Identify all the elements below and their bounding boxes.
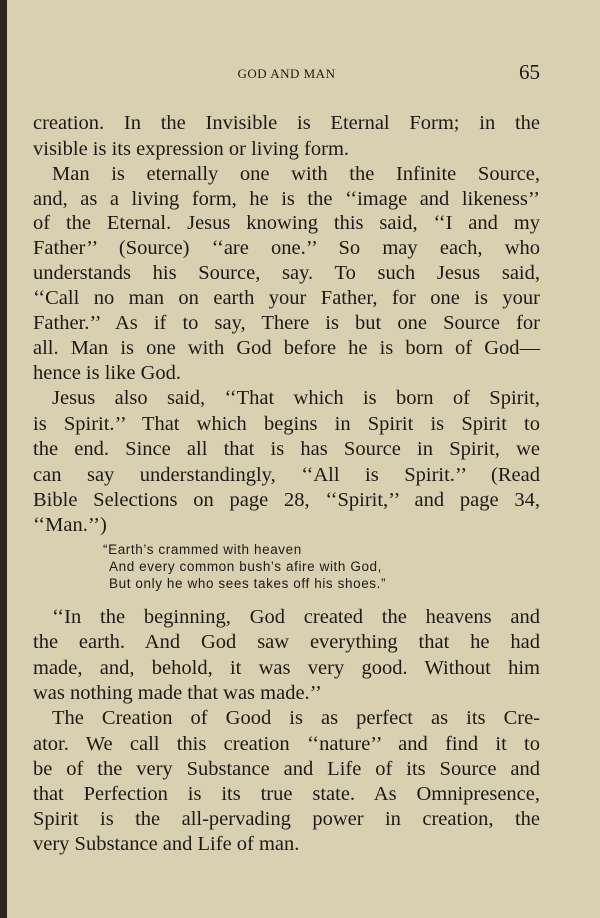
poem-line: “Earth’s crammed with heaven (103, 542, 302, 557)
text-line: visible is its expression or living form. (33, 138, 350, 160)
page-edge-shadow (0, 0, 7, 918)
text-line: all. Man is one with God before he is born of God— (33, 337, 540, 359)
text-line: ‘‘Call no man on earth your Father, for one is your (33, 287, 540, 309)
text-line: can say understandingly, ‘‘All is Spirit.’’ (Read (33, 464, 540, 486)
text-line: Spirit is the all-pervading power in creation, the (33, 808, 540, 830)
poem-line: And every common bush’s afire with God, (109, 559, 383, 574)
text-line: Father’’ (Source) ‘‘are one.’’ So may each, who (33, 237, 540, 259)
text-line: was nothing made that was made.’’ (33, 682, 322, 704)
text-line: Father.’’ As if to say, There is but one Source for (33, 312, 540, 334)
text-line: Jesus also said, ‘‘That which is born of Spirit, (52, 387, 540, 409)
text-line: ‘‘In the beginning, God created the heavens and (52, 606, 540, 628)
text-line: the end. Since all that is has Source in Spirit, we (33, 438, 540, 460)
text-line: ‘‘Man.’’) (33, 514, 107, 536)
running-title: GOD AND MAN (237, 66, 336, 81)
text-line: very Substance and Life of man. (33, 833, 300, 855)
text-line: hence is like God. (33, 362, 182, 384)
poem-quote (103, 541, 386, 592)
text-line: made, and, behold, it was very good. Without him (33, 657, 540, 679)
text-line: The Creation of Good is as perfect as its Cre- (52, 707, 540, 729)
page-number: 65 (519, 60, 540, 84)
text-line: be of the very Substance and Life of its Source and (33, 758, 540, 780)
text-line: creation. In the Invisible is Eternal Form; in the (33, 112, 540, 134)
poem-line: But only he who sees takes off his shoes.” (109, 576, 387, 591)
text-line: of the Eternal. Jesus knowing this said, ‘‘I and my (33, 212, 540, 234)
text-line: ator. We call this creation ‘‘nature’’ and find it to (33, 733, 540, 755)
text-line: and, as a living form, he is the ‘‘image and likeness’’ (33, 188, 540, 210)
text-line: Man is eternally one with the Infinite Source, (52, 163, 540, 185)
text-line: that Perfection is its true state. As Omnipresence, (33, 783, 540, 805)
text-line: understands his Source, say. To such Jesus said, (33, 262, 540, 284)
page-header (33, 62, 540, 86)
text-line: is Spirit.’’ That which begins in Spirit is Spirit to (33, 413, 540, 435)
text-line: the earth. And God saw everything that he had (33, 631, 540, 653)
text-line: Bible Selections on page 28, ‘‘Spirit,’’ and page 34, (33, 489, 540, 511)
